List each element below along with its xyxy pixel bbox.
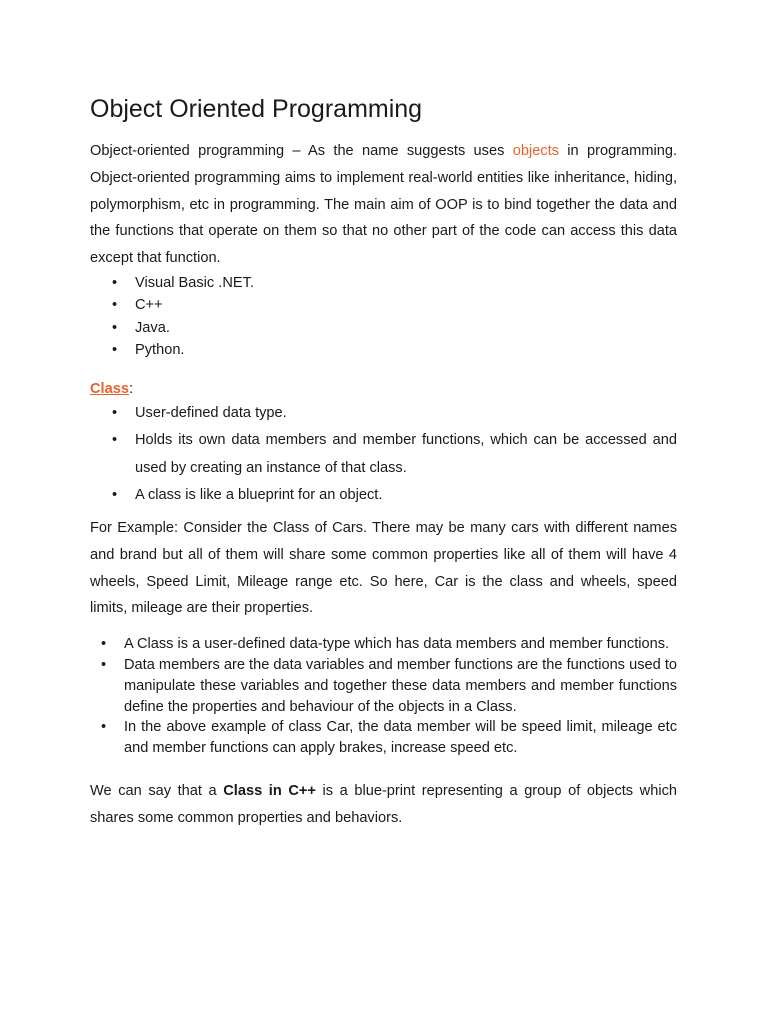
bullet-icon: •	[101, 656, 107, 673]
class-in-cpp-term: Class in C++	[223, 782, 316, 799]
list-item: • User-defined data type.	[90, 400, 677, 428]
class-properties-list	[90, 400, 677, 510]
list-item: • Holds its own data members and member functions, which can be accessed and used by creating an instance of that class.	[90, 427, 677, 482]
bullet-icon: •	[112, 274, 118, 291]
bullet-icon: •	[112, 297, 118, 314]
list-item: • Visual Basic .NET.	[90, 272, 677, 295]
list-item: • Java.	[90, 317, 677, 340]
intro-text-start: Object-oriented programming – As the name suggests uses	[90, 143, 513, 159]
class-heading: Class:	[90, 380, 134, 397]
objects-link[interactable]: objects	[512, 143, 559, 159]
bullet-icon: •	[112, 404, 118, 421]
bullet-icon: •	[112, 432, 118, 449]
intro-text-end: in programming. Object-oriented programming aims to implement real-world entities like inheritance, hiding, polymorphism, etc in programming. The main aim of OOP is to bind together the data and the functions that operate on them so that no other part of the code can access this data except that function.	[90, 143, 678, 267]
list-item: • Python.	[90, 339, 677, 362]
example-paragraph: For Example: Consider the Class of Cars. There may be many cars with different names and brand but all of them will share some common properties like all of them will have 4 wheels, Speed Limit, Mileage range etc. So here, Car is the class and wheels, speed limits, mileage are their properties.	[90, 519, 677, 617]
languages-list-2	[90, 317, 677, 362]
class-link[interactable]: Class	[90, 380, 129, 397]
bullet-icon: •	[112, 342, 118, 359]
page-title: Object Oriented Programming	[90, 95, 423, 123]
bullet-icon: •	[112, 319, 118, 336]
bullet-icon: •	[112, 487, 118, 504]
intro-paragraph	[90, 138, 677, 272]
bullet-icon: •	[101, 636, 107, 653]
list-item: • Data members are the data variables and member functions are the functions used to manipulate these variables and together these data members and member functions define the properties and behaviour of the objects in a Class.	[101, 656, 677, 715]
languages-list-1	[90, 272, 677, 317]
list-item: • A Class is a user-defined data-type which has data members and member functions.	[90, 634, 677, 655]
bullet-icon: •	[101, 719, 107, 736]
list-item: • C++	[90, 294, 677, 317]
list-item: • A class is like a blueprint for an object.	[90, 482, 677, 510]
class-details-list	[90, 634, 677, 759]
conclusion-paragraph: We can say that a Class in C++ is a blue-print representing a group of objects which shares some common properties and behaviors.	[90, 782, 677, 826]
list-item: • In the above example of class Car, the data member will be speed limit, mileage etc and member functions can apply brakes, increase speed etc.	[101, 719, 677, 757]
